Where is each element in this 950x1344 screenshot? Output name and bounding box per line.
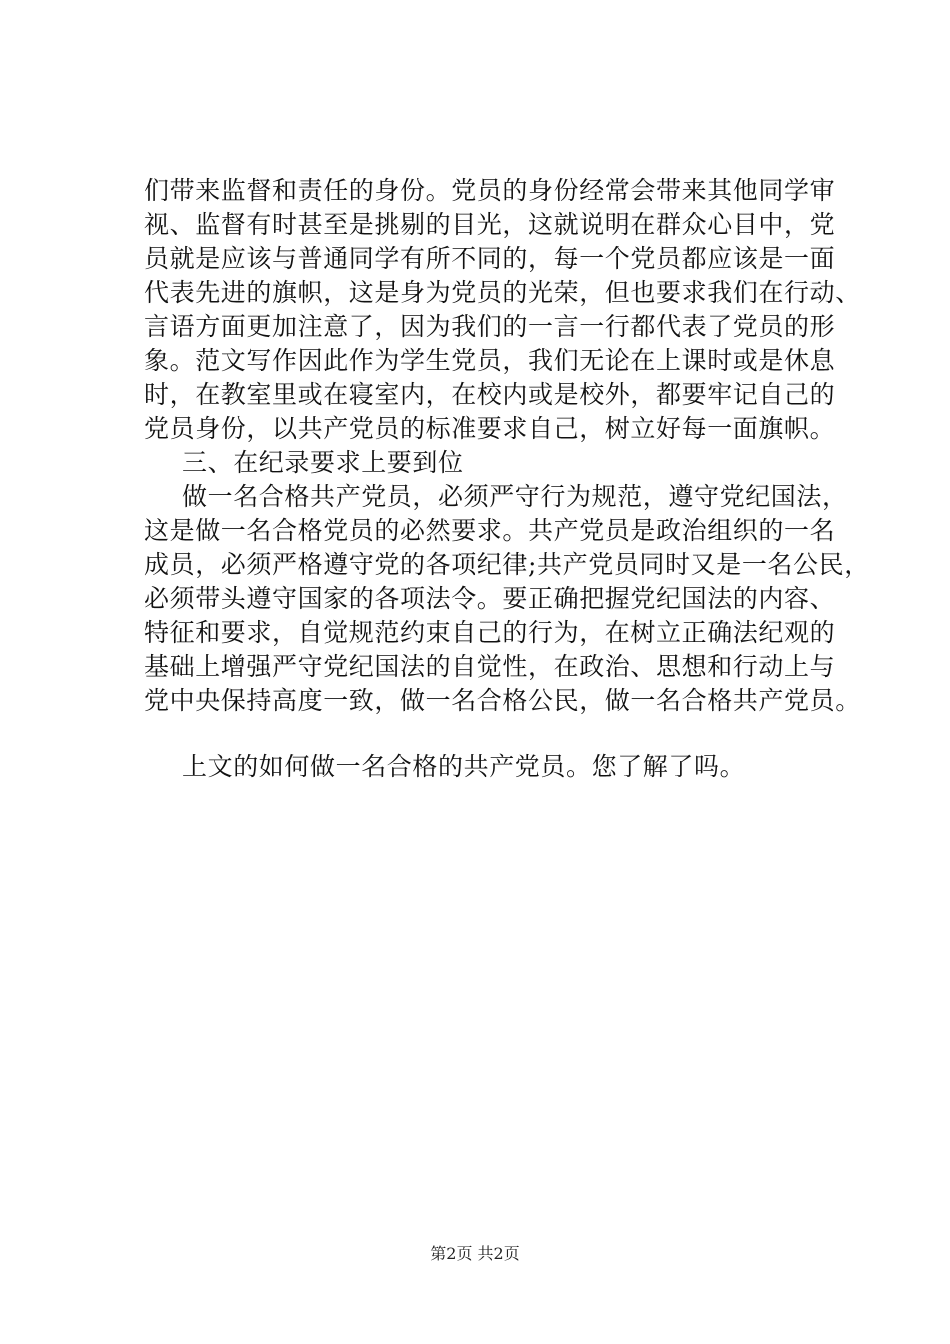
paragraph-line: 言语方面更加注意了，因为我们的一言一行都代表了党员的形 [144,312,836,341]
paragraph-line: 做一名合格共产党员，必须严守行为规范，遵守党纪国法， [182,482,848,511]
paragraph-line: 时，在教室里或在寝室内，在校内或是校外，都要牢记自己的 [144,380,836,409]
paragraph-line: 代表先进的旗帜，这是身为党员的光荣，但也要求我们在行动、 [144,278,861,307]
paragraph-line: 员就是应该与普通同学有所不同的，每一个党员都应该是一面 [144,244,836,273]
paragraph-line: 党员身份，以共产党员的标准要求自己，树立好每一面旗帜。 [144,414,836,443]
page-footer [0,1243,950,1265]
paragraph-line: 视、监督有时甚至是挑剔的目光，这就说明在群众心目中，党 [144,210,836,239]
section-heading: 三、在纪录要求上要到位 [182,448,464,477]
page-indicator: 第2页 共2页 [430,1244,520,1263]
paragraph-line: 基础上增强严守党纪国法的自觉性，在政治、思想和行动上与 [144,652,836,681]
paragraph-line: 必须带头遵守国家的各项法令。要正确把握党纪国法的内容、 [144,584,836,613]
document-body [144,174,870,784]
paragraph-spacer [144,718,844,750]
paragraph-line: 象。范文写作因此作为学生党员，我们无论在上课时或是休息 [144,346,836,375]
paragraph-line: 成员，必须严格遵守党的各项纪律;共产党员同时又是一名公民， [144,550,870,579]
paragraph-line: 党中央保持高度一致，做一名合格公民，做一名合格共产党员。 [144,686,861,715]
paragraph-line: 们带来监督和责任的身份。党员的身份经常会带来其他同学审 [144,176,836,205]
closing-line: 上文的如何做一名合格的共产党员。您了解了吗。 [182,752,746,781]
paragraph-line: 这是做一名合格党员的必然要求。共产党员是政治组织的一名 [144,516,836,545]
paragraph-line: 特征和要求，自觉规范约束自己的行为，在树立正确法纪观的 [144,618,836,647]
